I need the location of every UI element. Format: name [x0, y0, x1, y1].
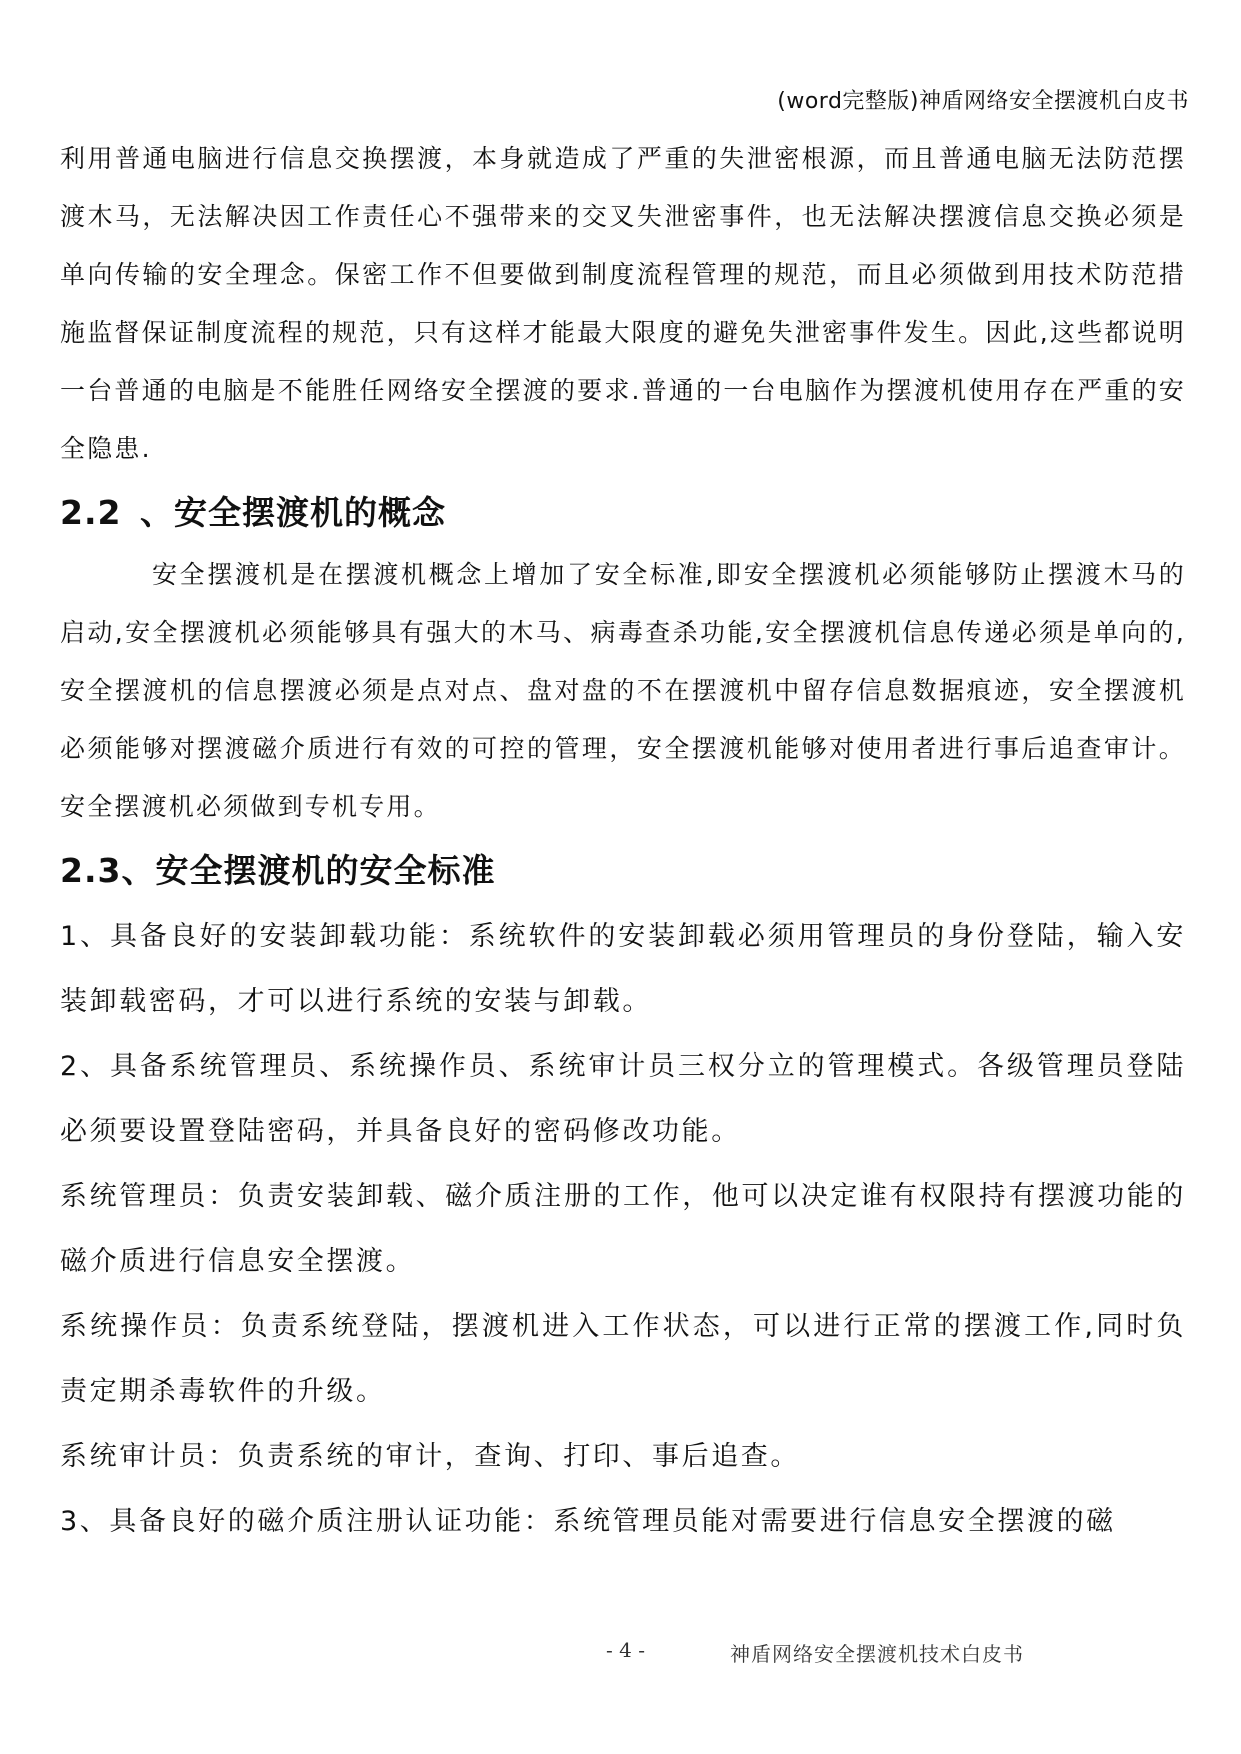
standard-item-3: 3、具备良好的磁介质注册认证功能：系统管理员能对需要进行信息安全摆渡的磁	[60, 1506, 1116, 1537]
section-title: 、安全摆渡机的安全标准	[121, 851, 496, 890]
footer-title: 神盾网络安全摆渡机技术白皮书	[730, 1642, 1024, 1666]
page-number: - 4 -	[606, 1638, 645, 1662]
page-content	[60, 130, 1186, 1554]
running-header: (word完整版)神盾网络安全摆渡机白皮书	[777, 89, 1189, 114]
section-heading-2-3	[60, 842, 1186, 900]
section-heading-2-2	[60, 484, 1186, 542]
section-number: 2.2	[60, 493, 122, 532]
role-system-admin: 系统管理员：负责安装卸载、磁介质注册的工作，他可以决定谁有权限持有摆渡功能的磁介质进行信息安全摆渡。	[60, 1181, 1186, 1277]
role-system-auditor: 系统审计员：负责系统的审计，查询、打印、事后追查。	[60, 1441, 800, 1472]
section-number: 2.3	[60, 851, 122, 890]
standard-item-2: 2、具备系统管理员、系统操作员、系统审计员三权分立的管理模式。各级管理员登陆必须要设置登陆密码，并具备良好的密码修改功能。	[60, 1051, 1186, 1147]
role-system-operator: 系统操作员：负责系统登陆，摆渡机进入工作状态，可以进行正常的摆渡工作,同时负责定期杀毒软件的升级。	[60, 1311, 1186, 1407]
intro-paragraph: 利用普通电脑进行信息交换摆渡，本身就造成了严重的失泄密根源，而且普通电脑无法防范摆渡木马，无法解决因工作责任心不强带来的交叉失泄密事件，也无法解决摆渡信息交换必须是单向传输的安全理念。保密工作不但要做到制度流程管理的规范，而且必须做到用技术防范措施监督保证制度流程的规范，只有这样才能最大限度的避免失泄密事件发生。因此,这些都说明一台普通的电脑是不能胜任网络安全摆渡的要求.普通的一台电脑作为摆渡机使用存在严重的安全隐患.	[60, 144, 1186, 463]
section-title: 、安全摆渡机的概念	[140, 493, 446, 532]
concept-paragraph: 安全摆渡机是在摆渡机概念上增加了安全标准,即安全摆渡机必须能够防止摆渡木马的启动,安全摆渡机必须能够具有强大的木马、病毒查杀功能,安全摆渡机信息传递必须是单向的,安全摆渡机的信息摆渡必须是点对点、盘对盘的不在摆渡机中留存信息数据痕迹，安全摆渡机必须能够对摆渡磁介质进行有效的可控的管理，安全摆渡机能够对使用者进行事后追查审计。安全摆渡机必须做到专机专用。	[60, 560, 1186, 821]
standard-item-1: 1、具备良好的安装卸载功能：系统软件的安装卸载必须用管理员的身份登陆，输入安装卸载密码，才可以进行系统的安装与卸载。	[60, 921, 1186, 1017]
